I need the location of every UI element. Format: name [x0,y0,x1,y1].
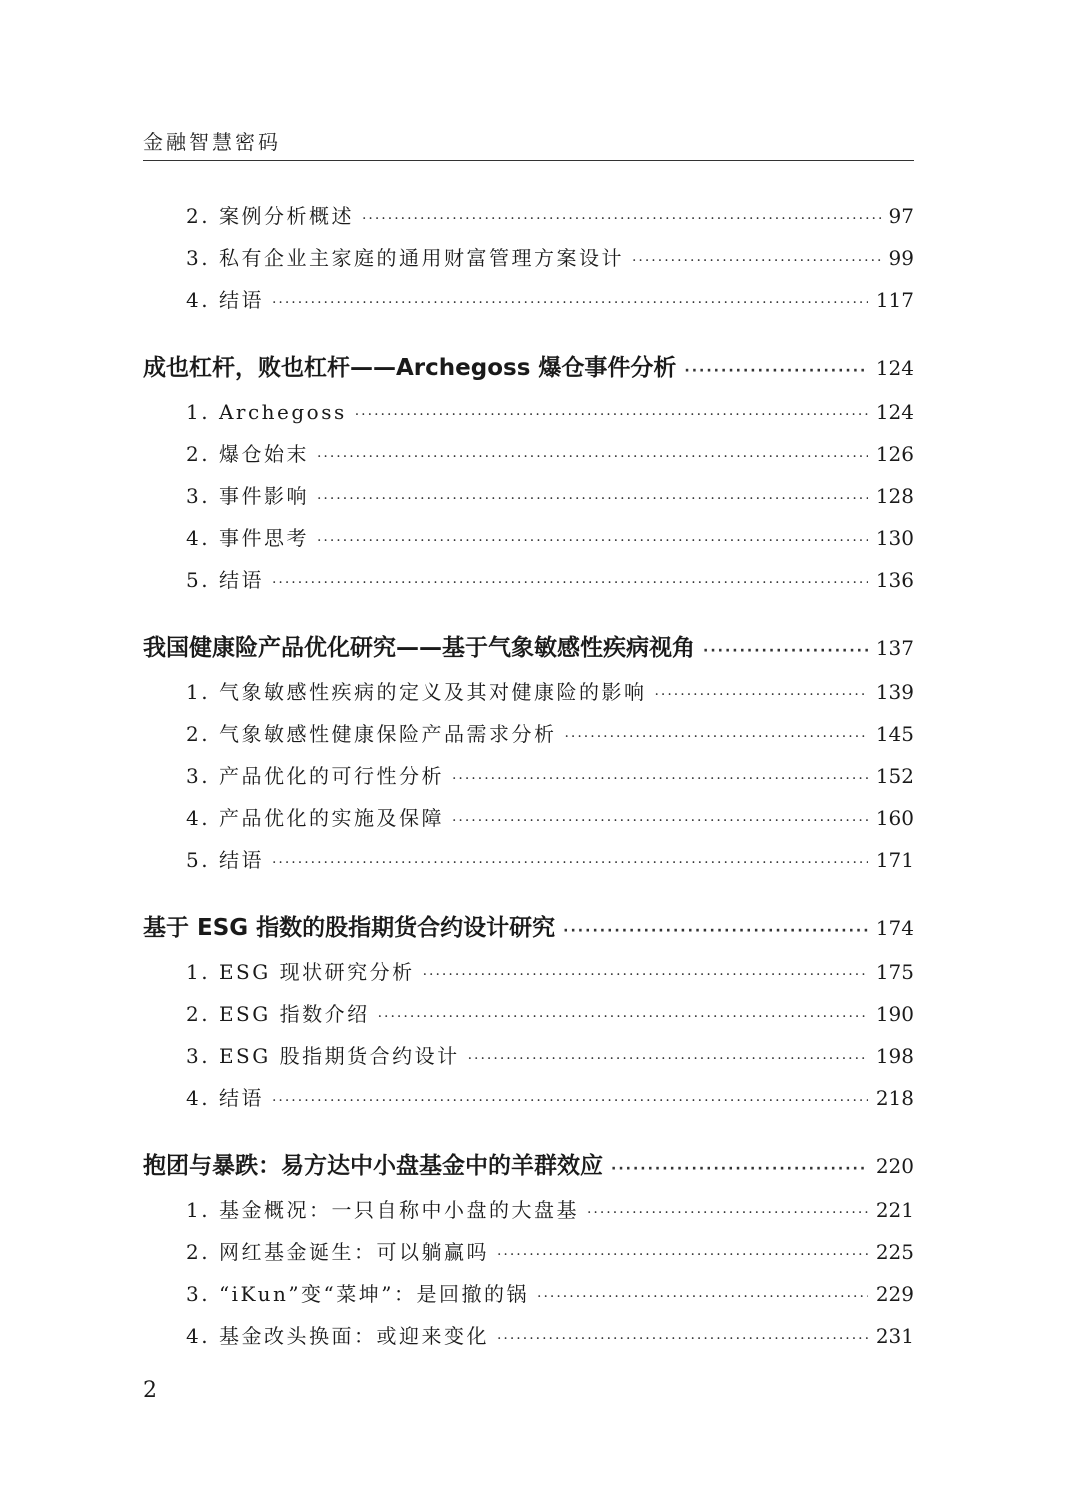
page-ref: 137 [875,636,914,660]
page-ref: 190 [875,1002,914,1026]
page-ref: 231 [875,1324,914,1348]
dot-leader [563,908,868,954]
page-ref: 220 [875,1154,914,1178]
dot-leader [654,674,867,716]
page-ref: 128 [875,484,914,508]
toc-entry [143,433,914,475]
page-ref: 117 [875,288,914,312]
dot-leader [355,394,868,436]
entry-title: 3. 私有企业主家庭的通用财富管理方案设计 [186,246,624,270]
dot-leader [703,628,868,674]
entry-title: 3. 事件影响 [186,484,309,508]
entry-title: 4. 事件思考 [186,526,309,550]
toc-entry [143,475,914,517]
dot-leader [684,348,867,394]
toc-entry [143,797,914,839]
dot-leader [378,996,868,1038]
dot-leader [272,282,868,324]
entry-title: 2. 爆仓始末 [186,442,309,466]
page-ref: 130 [875,526,914,550]
dot-leader [423,954,868,996]
entry-title: 1. Archegoss [186,400,347,424]
toc-entry [143,839,914,881]
entry-title: 5. 结语 [186,848,264,872]
table-of-contents [143,195,914,1357]
toc-entry [143,713,914,755]
dot-leader [564,716,867,758]
page-ref: 221 [875,1198,914,1222]
toc-entry [143,195,914,237]
page-ref: 99 [888,246,914,270]
page-ref: 145 [875,722,914,746]
chapter-title: 成也杠杆，败也杠杆——Archegoss 爆仓事件分析 [143,355,677,381]
toc-entry [143,1077,914,1119]
page-ref: 160 [875,806,914,830]
entry-title: 2. 气象敏感性健康保险产品需求分析 [186,722,557,746]
toc-chapter [143,345,914,391]
chapter-title: 基于 ESG 指数的股指期货合约设计研究 [143,915,556,941]
toc-chapter [143,625,914,671]
dot-leader [317,436,868,478]
entry-title: 4. 结语 [186,1086,264,1110]
toc-entry [143,1315,914,1357]
chapter-title: 我国健康险产品优化研究——基于气象敏感性疾病视角 [143,635,695,661]
toc-chapter [143,1143,914,1189]
page-ref: 126 [875,442,914,466]
entry-title: 3. “iKun”变“菜坤”：是回撤的锅 [186,1282,529,1306]
page-ref: 124 [875,400,914,424]
entry-title: 2. ESG 指数介绍 [186,1002,370,1026]
toc-entry [143,391,914,433]
dot-leader [452,758,868,800]
page-ref: 152 [875,764,914,788]
dot-leader [317,520,868,562]
page-ref: 218 [875,1086,914,1110]
dot-leader [611,1146,868,1192]
toc-entry [143,671,914,713]
toc-entry [143,1035,914,1077]
entry-title: 4. 产品优化的实施及保障 [186,806,444,830]
dot-leader [272,842,868,884]
dot-leader [468,1038,868,1080]
page-ref: 229 [875,1282,914,1306]
chapter-title: 抱团与暴跌：易方达中小盘基金中的羊群效应 [143,1153,603,1179]
entry-title: 4. 基金改头换面：或迎来变化 [186,1324,489,1348]
page-ref: 198 [875,1044,914,1068]
toc-chapter [143,905,914,951]
toc-entry [143,517,914,559]
dot-leader [587,1192,868,1234]
header-rule [143,160,914,161]
page-ref: 225 [875,1240,914,1264]
page-number: 2 [143,1378,157,1403]
running-head: 金融智慧密码 [143,130,281,154]
toc-entry [143,755,914,797]
dot-leader [317,478,868,520]
page-ref: 124 [875,356,914,380]
toc-entry [143,1273,914,1315]
entry-title: 1. 气象敏感性疾病的定义及其对健康险的影响 [186,680,647,704]
entry-title: 2. 案例分析概述 [186,204,354,228]
dot-leader [497,1234,868,1276]
dot-leader [362,198,881,240]
toc-entry [143,951,914,993]
entry-title: 4. 结语 [186,288,264,312]
dot-leader [537,1276,868,1318]
dot-leader [272,562,868,604]
page-ref: 97 [888,204,914,228]
entry-title: 1. 基金概况：一只自称中小盘的大盘基 [186,1198,579,1222]
dot-leader [632,240,881,282]
page-ref: 136 [875,568,914,592]
toc-entry [143,237,914,279]
page-ref: 175 [875,960,914,984]
entry-title: 3. ESG 股指期货合约设计 [186,1044,460,1068]
toc-entry [143,993,914,1035]
page-ref: 171 [875,848,914,872]
entry-title: 2. 网红基金诞生：可以躺赢吗 [186,1240,489,1264]
toc-entry [143,1189,914,1231]
entry-title: 5. 结语 [186,568,264,592]
toc-entry [143,1231,914,1273]
dot-leader [452,800,868,842]
page-ref: 139 [875,680,914,704]
dot-leader [272,1080,868,1122]
entry-title: 3. 产品优化的可行性分析 [186,764,444,788]
dot-leader [497,1318,868,1360]
toc-entry [143,559,914,601]
entry-title: 1. ESG 现状研究分析 [186,960,415,984]
toc-entry [143,279,914,321]
page-ref: 174 [875,916,914,940]
